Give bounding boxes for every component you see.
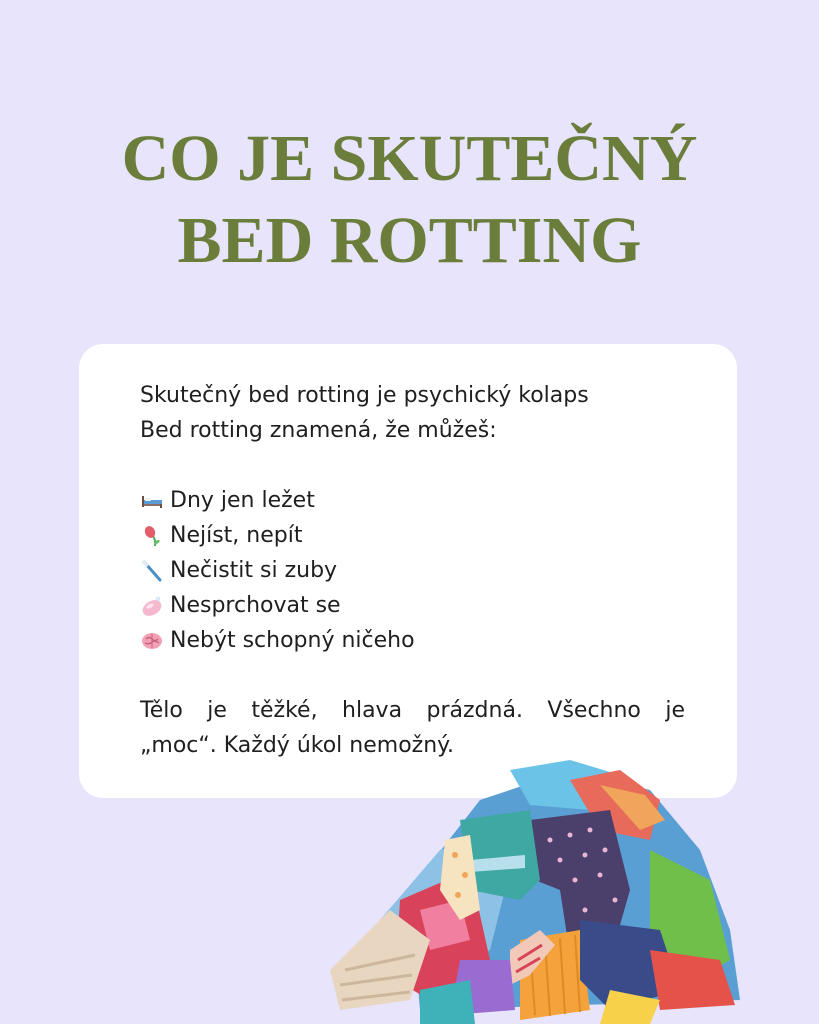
item-label: Nesprchovat se — [170, 593, 341, 618]
list-item — [140, 553, 685, 588]
card-text — [140, 378, 685, 763]
soap-icon — [140, 594, 164, 618]
item-label: Dny jen ležet — [170, 488, 315, 513]
intro-line-2: Bed rotting znamená, že můžeš: — [140, 418, 497, 443]
item-label: Nejíst, nepít — [170, 523, 303, 548]
title-line-2: BED ROTTING — [177, 204, 642, 277]
item-label: Nečistit si zuby — [170, 558, 338, 583]
item-label: Nebýt schopný ničeho — [170, 628, 415, 653]
list-item — [140, 518, 685, 553]
intro-line-1: Skutečný bed rotting je psychický kolaps — [140, 383, 589, 408]
closing-line-2: „moc“. Každý úkol nemožný. — [140, 733, 455, 758]
page-title — [0, 118, 819, 282]
list-item — [140, 483, 685, 518]
clothes-pile-icon — [320, 760, 750, 1024]
info-card — [79, 344, 737, 798]
closing-line-1: Tělo je těžké, hlava prázdná. Všechno je — [140, 698, 685, 723]
bed-icon — [140, 489, 164, 513]
list-item — [140, 623, 685, 658]
wilted-flower-icon — [140, 524, 164, 548]
title-line-1: CO JE SKUTEČNÝ — [121, 122, 698, 195]
toothbrush-icon — [140, 559, 164, 583]
list-item — [140, 588, 685, 623]
brain-icon — [140, 629, 164, 653]
